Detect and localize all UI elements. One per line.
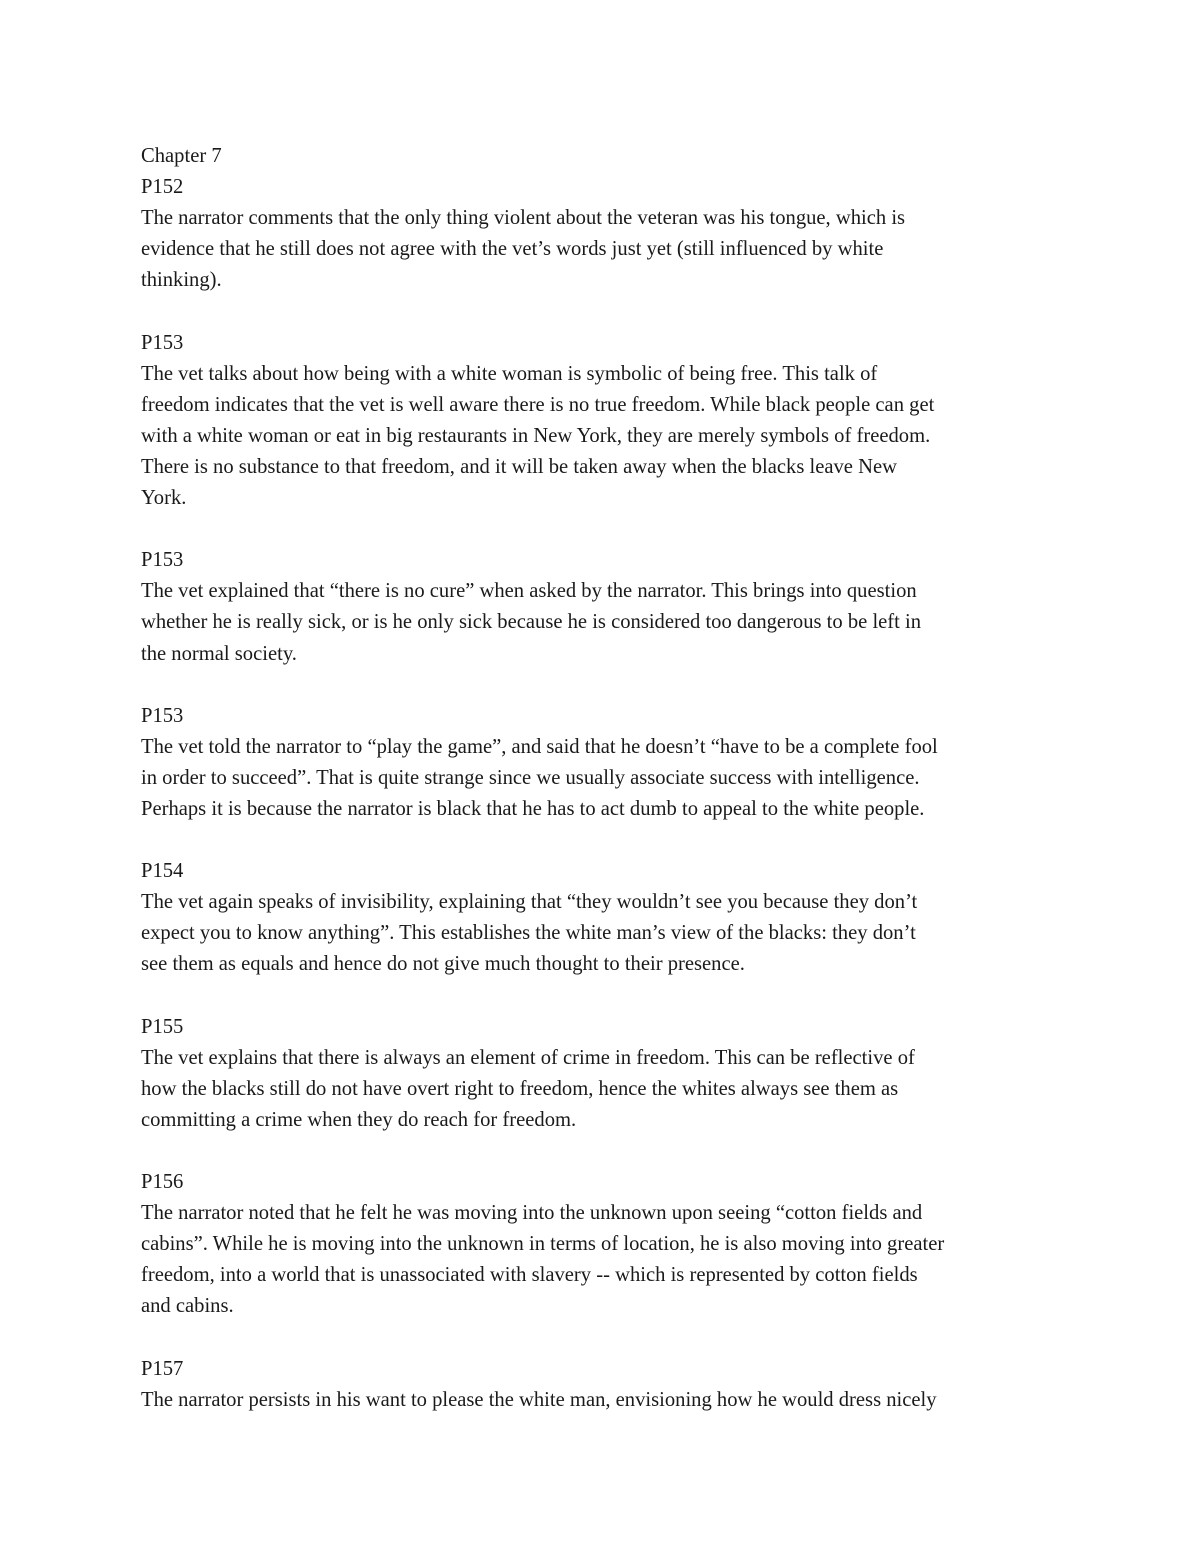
note-text-line: The vet again speaks of invisibility, explaining that “they wouldn’t see you because they don’t: [141, 891, 918, 914]
note-text-line: committing a crime when they do reach for freedom.: [141, 1108, 577, 1131]
page-reference: P155: [141, 1015, 184, 1038]
note-entry: [141, 856, 1071, 980]
note-text-line: with a white woman or eat in big restaurants in New York, they are merely symbols of freedom.: [141, 424, 931, 447]
note-text-line: Perhaps it is because the narrator is black that he has to act dumb to appeal to the white people.: [141, 797, 925, 820]
note-text-line: and cabins.: [141, 1295, 234, 1318]
note-text-line: in order to succeed”. That is quite strange since we usually associate success with intelligence.: [141, 766, 920, 789]
page-reference: P153: [141, 331, 184, 354]
note-text: [141, 576, 1071, 669]
page-reference: P156: [141, 1171, 184, 1194]
note-text-line: cabins”. While he is moving into the unknown in terms of location, he is also moving into greater: [141, 1233, 945, 1256]
note-entry: [141, 545, 1071, 669]
note-text-line: The vet explained that “there is no cure” when asked by the narrator. This brings into question: [141, 580, 917, 603]
note-text-line: whether he is really sick, or is he only sick because he is considered too dangerous to be left in: [141, 611, 922, 634]
note-text-line: The vet talks about how being with a white woman is symbolic of being free. This talk of: [141, 362, 878, 385]
note-text-line: The narrator comments that the only thing violent about the veteran was his tongue, which is: [141, 207, 906, 230]
note-entry: [141, 1354, 1071, 1416]
note-entry: [141, 1167, 1071, 1322]
note-text-line: The narrator persists in his want to please the white man, envisioning how he would dress nicely: [141, 1388, 937, 1411]
note-text-line: how the blacks still do not have overt right to freedom, hence the whites always see them as: [141, 1077, 899, 1100]
page-reference: P157: [141, 1357, 184, 1380]
entries-list: [141, 172, 1071, 1416]
note-text-line: thinking).: [141, 269, 222, 292]
note-entry: [141, 328, 1071, 515]
note-text: [141, 887, 1071, 980]
note-text: [141, 732, 1071, 825]
note-text-line: The narrator noted that he felt he was moving into the unknown upon seeing “cotton fields and: [141, 1202, 923, 1225]
page-reference: P153: [141, 704, 184, 727]
note-text: [141, 1198, 1071, 1322]
note-entry: [141, 701, 1071, 825]
note-text: [141, 359, 1071, 514]
page-reference: P153: [141, 549, 184, 572]
note-text-line: The vet told the narrator to “play the game”, and said that he doesn’t “have to be a complete fool: [141, 735, 938, 758]
note-entry: [141, 172, 1071, 296]
note-text-line: the normal society.: [141, 642, 297, 665]
note-text-line: The vet explains that there is always an element of crime in freedom. This can be reflective of: [141, 1046, 915, 1069]
note-text-line: expect you to know anything”. This establishes the white man’s view of the blacks: they don’t: [141, 922, 916, 945]
note-text-line: see them as equals and hence do not give much thought to their presence.: [141, 953, 745, 976]
chapter-heading: Chapter 7: [141, 145, 222, 167]
note-text: [141, 203, 1071, 296]
note-text-line: There is no substance to that freedom, and it will be taken away when the blacks leave New: [141, 455, 897, 478]
note-text: [141, 1043, 1071, 1136]
note-text-line: York.: [141, 487, 187, 510]
page-reference: P154: [141, 860, 184, 883]
note-text-line: freedom, into a world that is unassociated with slavery -- which is represented by cotton fields: [141, 1264, 918, 1287]
note-text-line: evidence that he still does not agree with the vet’s words just yet (still influenced by white: [141, 238, 884, 261]
note-text-line: freedom indicates that the vet is well aware there is no true freedom. While black people can get: [141, 393, 935, 416]
note-text: [141, 1385, 1071, 1416]
document-body: [141, 141, 1071, 1447]
page-reference: P152: [141, 176, 184, 199]
note-entry: [141, 1012, 1071, 1136]
